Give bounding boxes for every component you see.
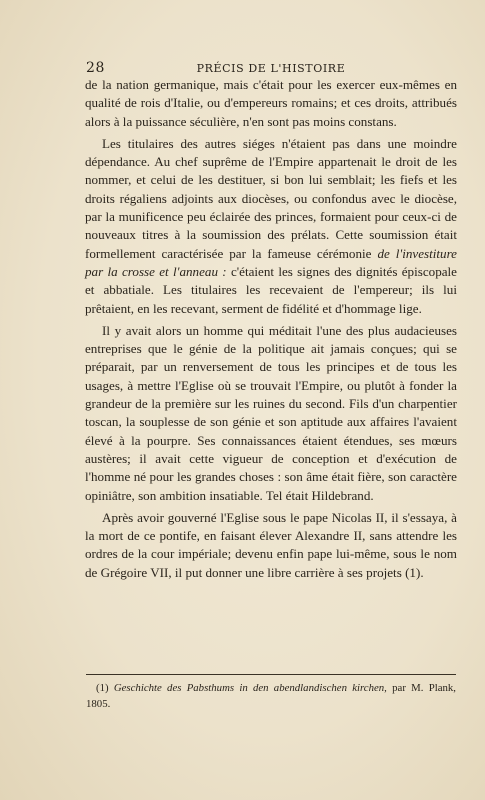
investiture-phrase: de l'investiture par la crosse et l'anneau : — [85, 245, 457, 279]
paragraph-gregoire: Après avoir gouverné l'Eglise sous le pape Nicolas II, il s'essaya, à la mort de ce pontife, en faisant élever Alexandre II, sans attendre les ordres de la cour impériale; devenu enfin pape lui-même, sous le nom de Grégoire VII, il put donner une libre carrière à ses projets (1). — [85, 509, 457, 580]
paragraph-hildebrand: Il y avait alors un homme qui méditait l'une des plus audacieuses entreprises que le génie de la politique ait jamais conçues; qui se préparait, par un renversement de tous les principes et de tous les usages, à mettre l'Eglise où se trouvait l'Empire, ou plutôt à fonder la grandeur de la première sur les ruines du second. Fils d'un charpentier toscan, la souplesse de son génie et son aptitude aux affaires l'avaient élevé à la pourpre. Ses connaissances étaient étendues, ses mœurs austères; il avait cette vigueur de conception et d'exécution de l'homme né pour les grandes choses : son âme était fière, son caractère opiniâtre, son ambition insatiable. Tel était Hildebrand. — [85, 322, 457, 503]
paragraph-titulaires — [85, 135, 457, 318]
footnote-rest: par M. Plank, 1805. — [86, 682, 457, 710]
body-text — [85, 76, 457, 582]
footnote-title: Geschichte des Pabsthums in den abendlandischen kirchen, — [113, 682, 387, 694]
paragraph-titulaires-part1: Les titulaires des autres siéges n'étaient pas dans une moindre dépendance. Au chef suprême de l'Empire appartenait le droit de les nommer, et celui de les destituer, si bon lui semblait; les fiefs et les droits régaliens adjoints aux diocèses, ou confondus avec le diocèse, par la munificence peu éclairée des princes, formaient pour ceux-ci de nouveaux titres à la soumission des prélats. Cette soumission était formellement caractérisée par la fameuse cérémonie — [85, 135, 457, 261]
footnote-marker: (1) — [96, 682, 109, 694]
paragraph-continued: de la nation germanique, mais c'était pour les exercer eux-mêmes en qualité de rois d'Italie, ou d'empereurs romains; et ces droits, attribués alors à la puissance séculière, n'en sont pas moins constans. — [85, 77, 457, 129]
footnote — [86, 680, 456, 712]
footnote-rule — [86, 674, 456, 675]
page-number: 28 — [86, 60, 106, 76]
running-title: PRÉCIS DE L'HISTOIRE — [196, 62, 346, 75]
paragraph-titulaires-part2: c'étaient les signes des dignités épiscopale et abbatiale. Les titulaires les recevaient de l'empereur; ils lui prêtaient, en les recevant, serment de fidélité et d'hommage lige. — [85, 263, 457, 316]
